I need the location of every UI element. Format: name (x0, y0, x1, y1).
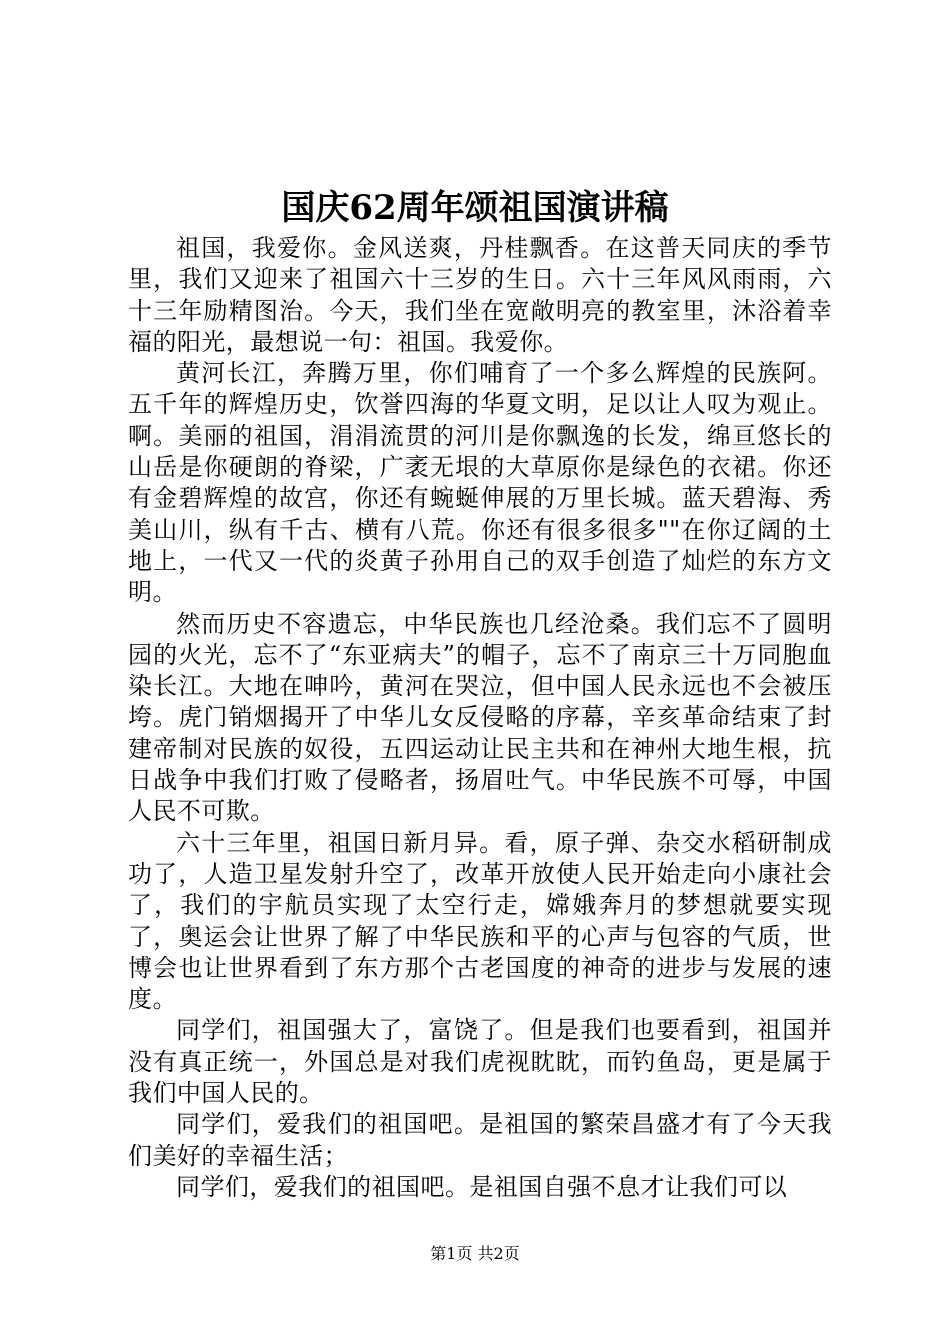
paragraph: 六十三年里，祖国日新月异。看，原子弹、杂交水稻研制成功了，人造卫星发射升空了，改革开放使人民开始走向小康社会了，我们的宇航员实现了太空行走，嫦娥奔月的梦想就要实现了，奥运会让世界了解了中华民族和平的心声与包容的气质，世博会也让世界看到了东方那个古老国度的神奇的进步与发展的速度。 (128, 828, 832, 1014)
paragraph: 同学们，祖国强大了，富饶了。但是我们也要看到，祖国并没有真正统一，外国总是对我们虎视眈眈，而钓鱼岛，更是属于我们中国人民的。 (128, 1016, 832, 1108)
document-title: 国庆62周年颂祖国演讲稿 (281, 188, 669, 228)
page-footer: 第1页 共2页 (430, 1244, 520, 1263)
paragraph: 黄河长江，奔腾万里，你们哺育了一个多么辉煌的民族阿。五千年的辉煌历史，饮誉四海的华夏文明，足以让人叹为观止。啊。美丽的祖国，涓涓流贯的河川是你飘逸的长发，绵亘悠长的山岳是你硬朗的脊梁，广袤无垠的大草原你是绿色的衣裙。你还有金碧辉煌的故宫，你还有蜿蜒伸展的万里长城。蓝天碧海、秀美山川，纵有千古、横有八荒。你还有很多很多""在你辽阔的土地上，一代又一代的炎黄子孙用自己的双手创造了灿烂的东方文明。 (128, 359, 832, 607)
paragraph: 然而历史不容遗忘，中华民族也几经沧桑。我们忘不了圆明园的火光，忘不了“东亚病夫”的帽子，忘不了南京三十万同胞血染长江。大地在呻吟，黄河在哭泣，但中国人民永远也不会被压垮。虎门销烟揭开了中华儿女反侵略的序幕，辛亥革命结束了封建帝制对民族的奴役，五四运动让民主共和在神州大地生根，抗日战争中我们打败了侵略者，扬眉吐气。中华民族不可辱，中国人民不可欺。 (128, 609, 832, 826)
paragraph: 祖国，我爱你。金风送爽，丹桂飘香。在这普天同庆的季节里，我们又迎来了祖国六十三岁的生日。六十三年风风雨雨，六十三年励精图治。今天，我们坐在宽敞明亮的教室里，沐浴着幸福的阳光，最想说一句：祖国。我爱你。 (128, 234, 832, 356)
paragraph: 同学们，爱我们的祖国吧。是祖国的繁荣昌盛才有了今天我们美好的幸福生活； (128, 1110, 832, 1170)
document-body (128, 233, 832, 1203)
paragraph: 同学们，爱我们的祖国吧。是祖国自强不息才让我们可以 (176, 1172, 788, 1201)
